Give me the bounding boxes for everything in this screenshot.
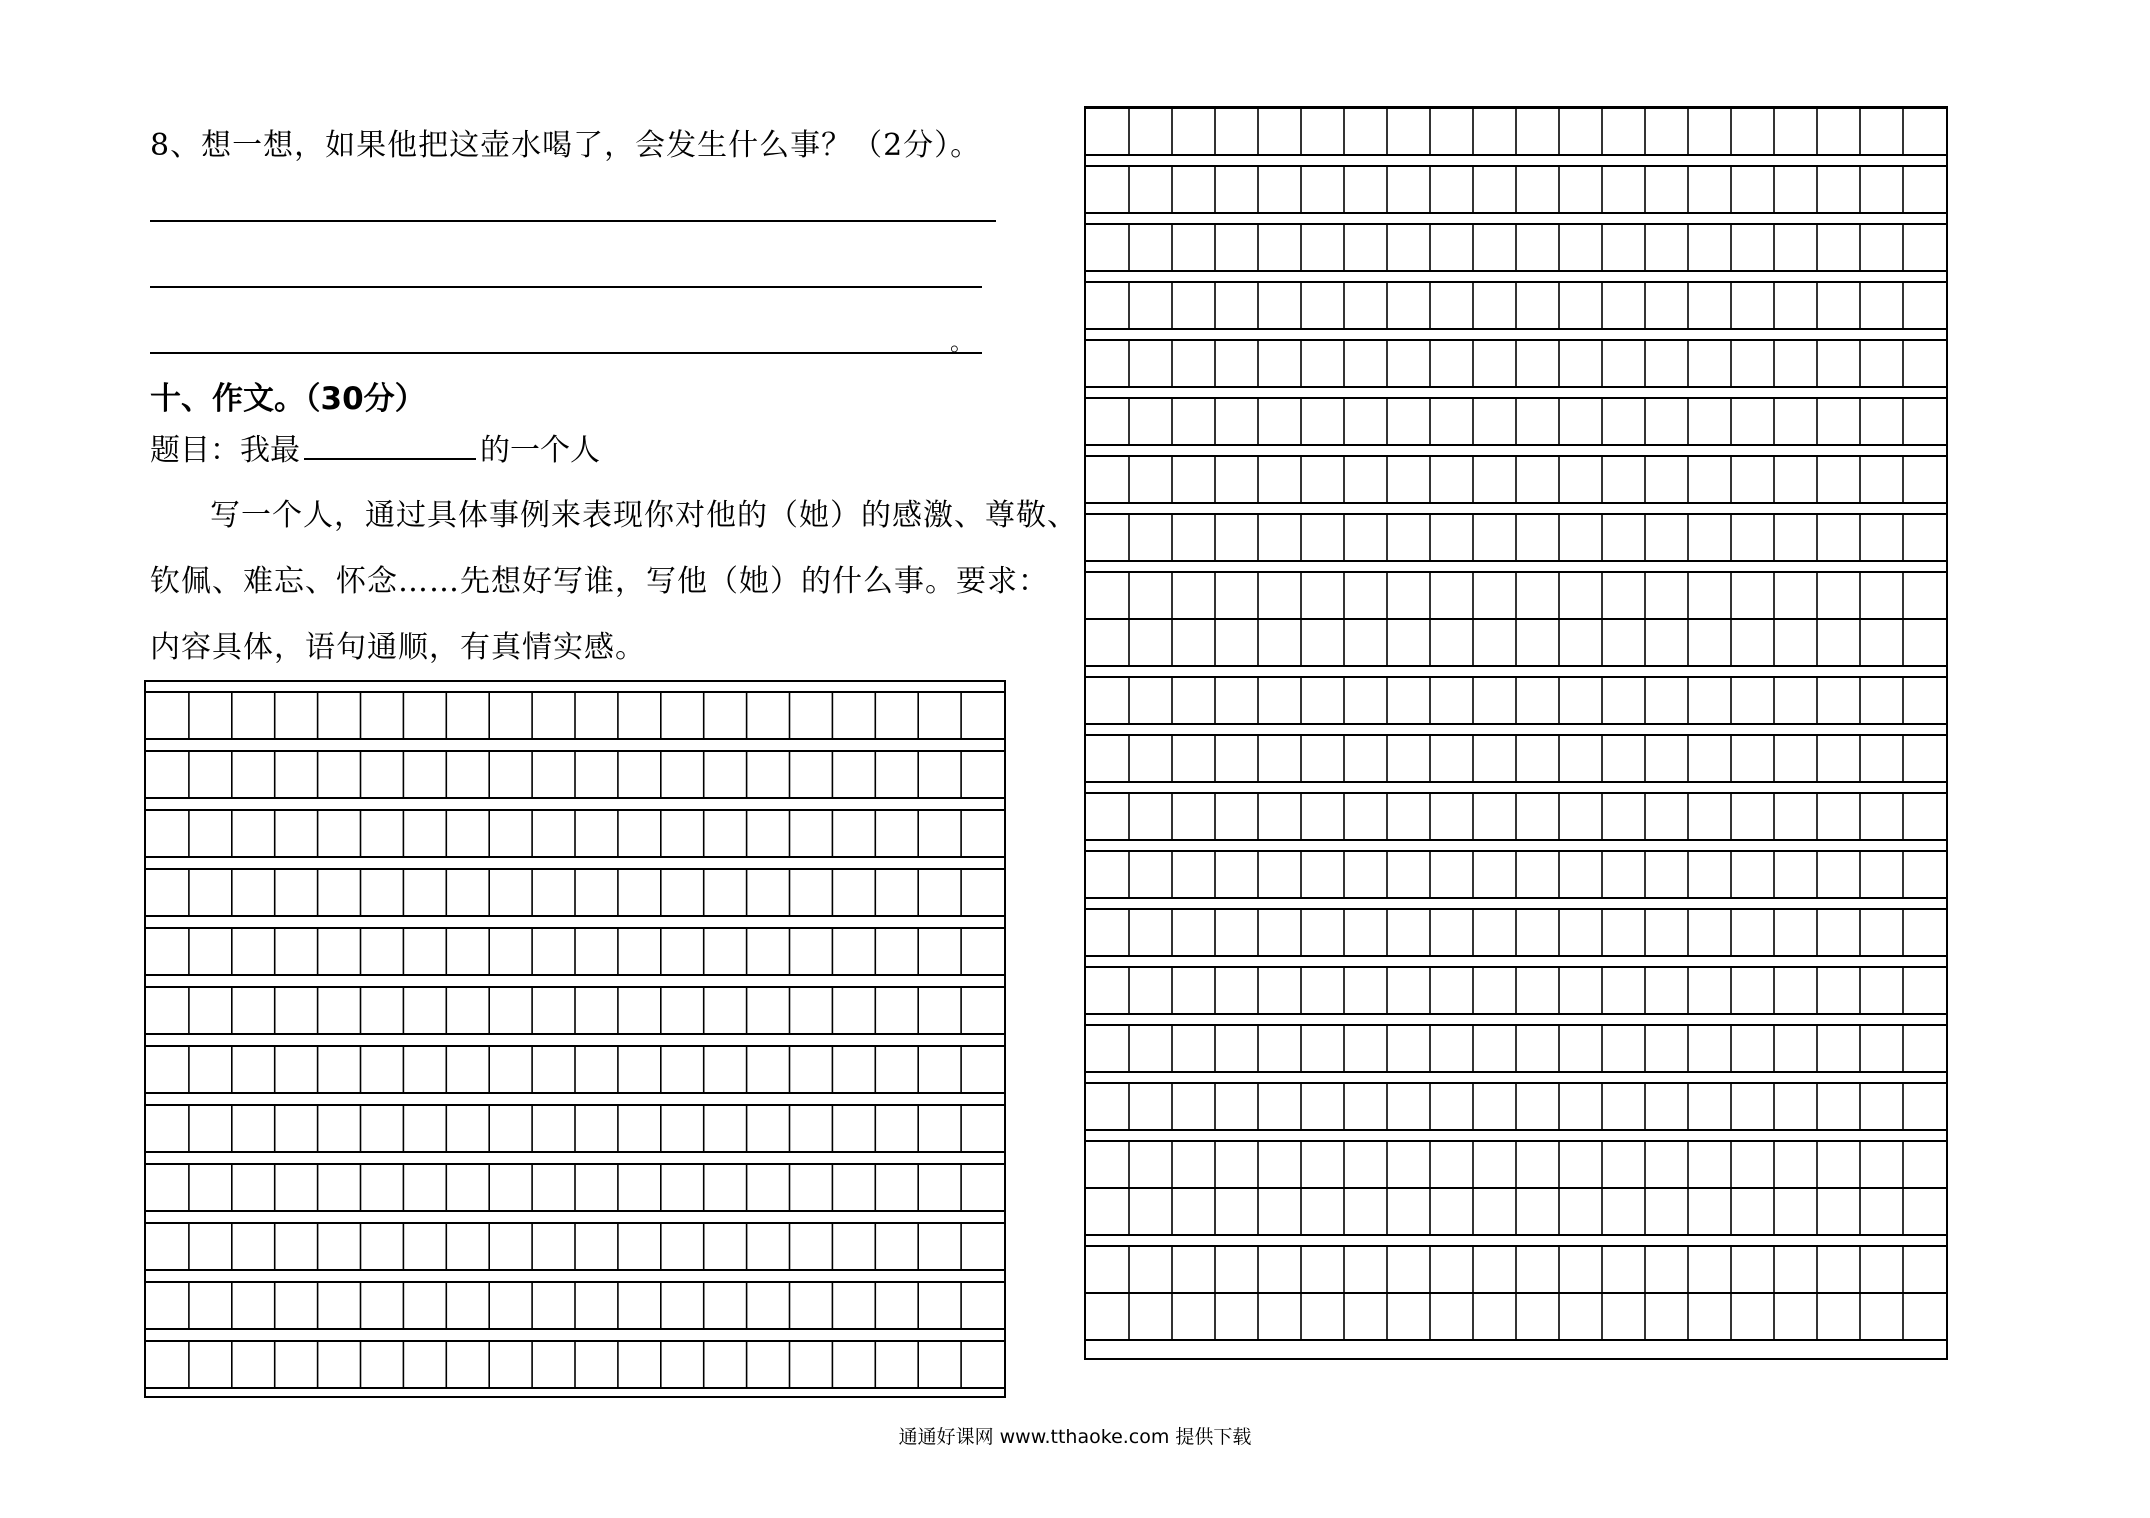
question-8: 8、想一想，如果他把这壶水喝了，会发生什么事？（2分）。 bbox=[150, 128, 982, 163]
requirement-line-2: 钦佩、难忘、怀念……先想好写谁，写他（她）的什么事。要求： bbox=[150, 564, 1049, 599]
writing-grid-right[interactable] bbox=[1084, 106, 1948, 1360]
answer-line-1[interactable] bbox=[150, 220, 996, 222]
section-10-title: 十、作文。（30分） bbox=[150, 381, 426, 417]
requirement-line-3: 内容具体，语句通顺，有真情实感。 bbox=[150, 630, 646, 665]
topic-suffix: 的一个人 bbox=[480, 433, 600, 468]
writing-grid-left[interactable] bbox=[144, 680, 1006, 1398]
writing-grid-left-cells bbox=[146, 682, 1004, 1396]
answer-line-2[interactable] bbox=[150, 286, 982, 288]
answer-end-mark: 。 bbox=[950, 328, 974, 356]
topic-prefix: 题目：我最 bbox=[150, 433, 300, 468]
writing-grid-right-cells bbox=[1086, 108, 1946, 1358]
topic-blank[interactable] bbox=[304, 428, 476, 460]
composition-topic bbox=[150, 425, 600, 469]
answer-line-3[interactable] bbox=[150, 352, 982, 354]
footer-source: 通通好课网 www.tthaoke.com 提供下载 bbox=[898, 1426, 1252, 1448]
requirement-line-1: 写一个人，通过具体事例来表现你对他的（她）的感激、尊敬、 bbox=[210, 498, 1078, 533]
